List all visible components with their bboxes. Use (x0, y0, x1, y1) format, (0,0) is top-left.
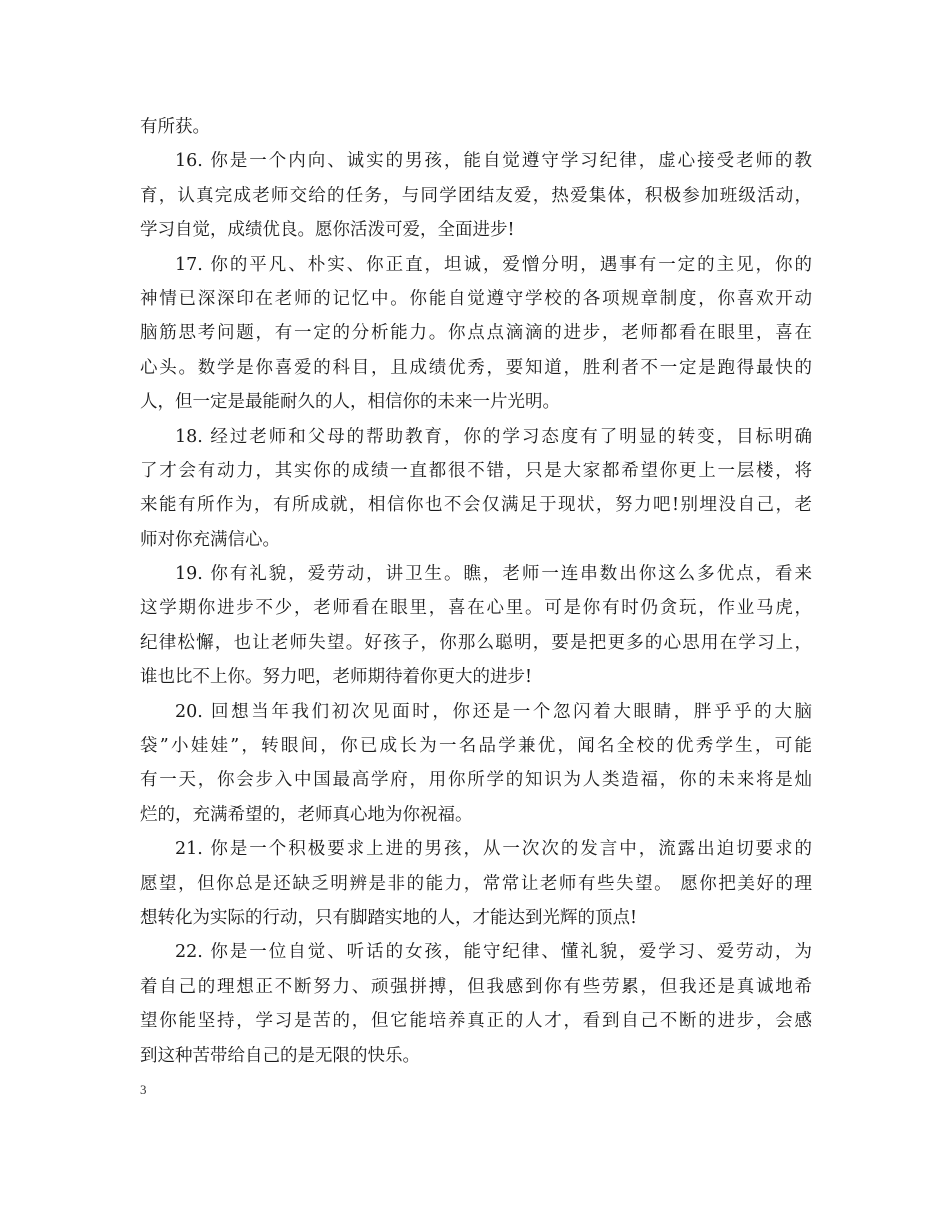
text-line: 有一天，你会步入中国最高学府，用你所学的知识为人类造福，你的未来将是灿 (140, 770, 812, 791)
text-line: 谁也比不上你。努力吧，老师期待着你更大的进步! (140, 667, 533, 688)
paragraph-22 (140, 935, 812, 1073)
text-line: 学习自觉，成绩优良。愿你活泼可爱，全面进步! (140, 220, 515, 241)
paragraph-21 (140, 832, 812, 935)
text-line: 22. 你是一位自觉、听话的女孩，能守纪律、懂礼貌，爱学习、爱劳动，为 (175, 942, 812, 963)
text-line: 21. 你是一个积极要求上进的男孩，从一次次的发言中，流露出迫切要求的 (175, 839, 812, 860)
text-line: 烂的，充满希望的，老师真心地为你祝福。 (140, 804, 473, 825)
text-line: 育，认真完成老师交给的任务，与同学团结友爱，热爱集体，积极参加班级活动， (140, 185, 812, 206)
text-line: 到这种苦带给自己的是无限的快乐。 (140, 1045, 420, 1066)
paragraph-17 (140, 248, 812, 420)
text-line: 18. 经过老师和父母的帮助教育，你的学习态度有了明显的转变，目标明确 (175, 426, 812, 447)
text-line: 有所获。 (140, 117, 210, 137)
text-line: 师对你充满信心。 (140, 529, 280, 550)
text-line: 19. 你有礼貌，爱劳动，讲卫生。瞧，老师一连串数出你这么多优点，看来 (175, 564, 812, 585)
paragraph-19 (140, 557, 812, 695)
text-line: 袋”小娃娃”，转眼间，你已成长为一名品学兼优，闻名全校的优秀学生，可能 (140, 736, 812, 757)
text-line: 望你能坚持，学习是苦的，但它能培养真正的人才，看到自己不断的进步，会感 (140, 1011, 812, 1032)
document-body (140, 110, 812, 1073)
text-line: 这学期你进步不少，老师看在眼里，喜在心里。可是你有时仍贪玩，作业马虎， (140, 598, 812, 619)
text-line: 16. 你是一个内向、诚实的男孩，能自觉遵守学习纪律，虚心接受老师的教 (175, 151, 812, 172)
text-line: 愿望，但你总是还缺乏明辨是非的能力，常常让老师有些失望。 愿你把美好的理 (140, 873, 812, 894)
text-line: 神情已深深印在老师的记忆中。你能自觉遵守学校的各项规章制度，你喜欢开动 (140, 288, 812, 309)
paragraph-16 (140, 144, 812, 247)
paragraph-continuation (140, 110, 812, 144)
text-line: 人，但一定是最能耐久的人，相信你的未来一片光明。 (140, 392, 560, 413)
text-line: 脑筋思考问题，有一定的分析能力。你点点滴滴的进步，老师都看在眼里，喜在 (140, 323, 812, 344)
paragraph-20 (140, 695, 812, 833)
paragraph-18 (140, 420, 812, 558)
text-line: 了才会有动力，其实你的成绩一直都很不错，只是大家都希望你更上一层楼，将 (140, 460, 812, 481)
text-line: 着自己的理想正不断努力、顽强拼搏，但我感到你有些劳累，但我还是真诚地希 (140, 976, 812, 997)
text-line: 纪律松懈，也让老师失望。好孩子，你那么聪明，要是把更多的心思用在学习上， (140, 632, 812, 653)
page-number: 3 (140, 1082, 147, 1097)
text-line: 想转化为实际的行动，只有脚踏实地的人，才能达到光辉的顶点! (140, 907, 638, 928)
text-line: 心头。数学是你喜爱的科目，且成绩优秀，要知道，胜利者不一定是跑得最快的 (140, 357, 812, 378)
text-line: 17. 你的平凡、朴实、你正直，坦诚，爱憎分明，遇事有一定的主见，你的 (175, 254, 812, 275)
text-line: 来能有所作为，有所成就，相信你也不会仅满足于现状，努力吧!别埋没自己，老 (140, 495, 812, 516)
text-line: 20. 回想当年我们初次见面时，你还是一个忽闪着大眼睛，胖乎乎的大脑 (175, 701, 812, 722)
